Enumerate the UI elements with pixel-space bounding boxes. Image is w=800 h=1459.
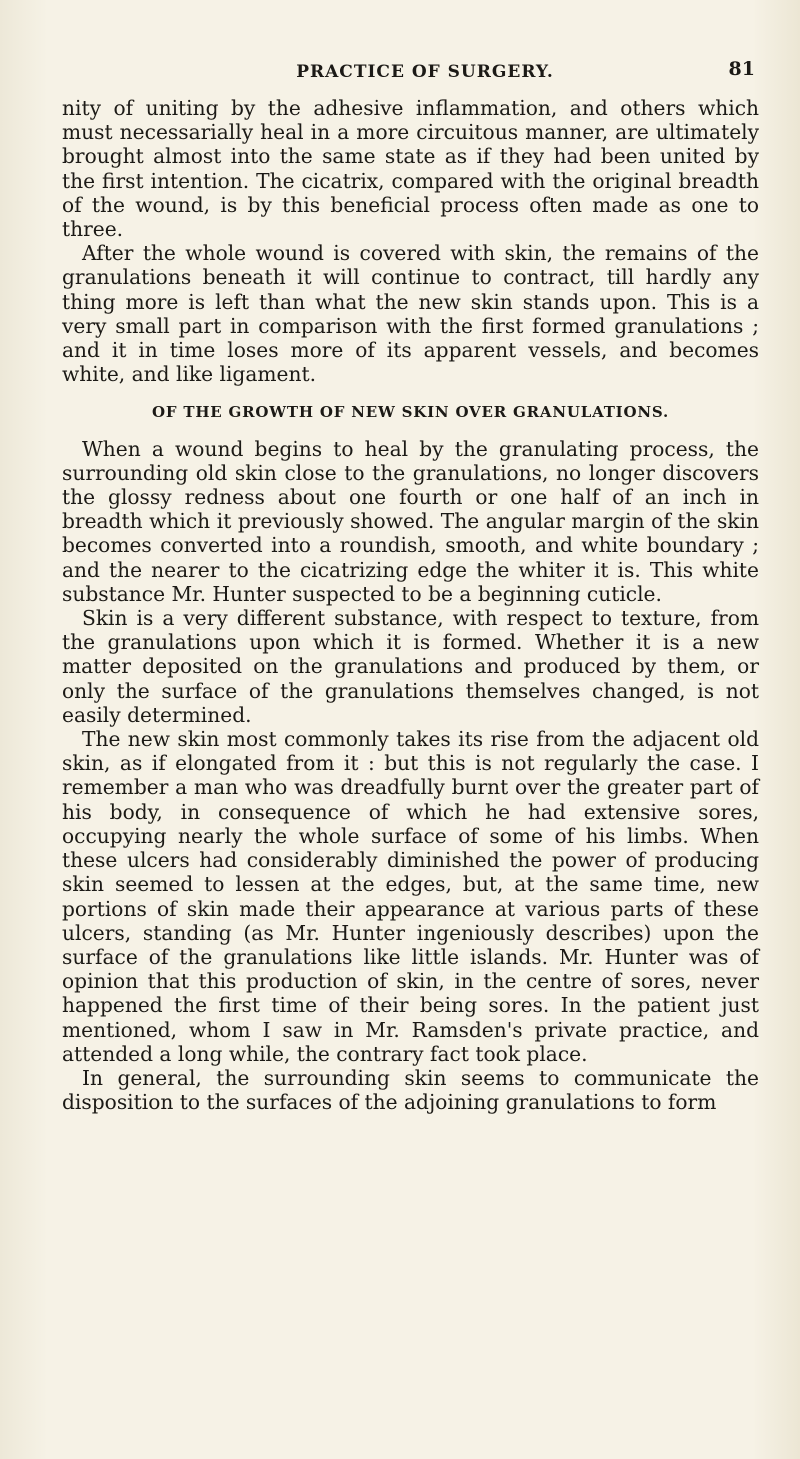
page-number: 81	[728, 58, 755, 80]
paragraph: In general, the surrounding skin seems to communicate the disposition to the surfaces of the adjoining granulations to form	[62, 1065, 759, 1115]
paragraph: When a wound begins to heal by the granulating process, the surrounding old skin close to the granulations, no longer discovers the glossy redness about one fourth or one half of an inch in breadth which it previously showed. The angular margin of the skin becomes converted into a roundish, smooth, and white boundary ; and the nearer to the cicatrizing edge the whiter it is. This white substance Mr. Hunter suspected to be a beginning cuticle.	[62, 436, 759, 606]
running-head	[95, 58, 755, 86]
running-title: PRACTICE OF SURGERY.	[296, 62, 554, 82]
paragraph: The new skin most commonly takes its rise from the adjacent old skin, as if elongated from it : but this is not regularly the case. I remember a man who was dreadfully burnt over the greater part of his body, in consequence of which he had extensive sores, occupying nearly the whole surface of some of his limbs. When these ulcers had considerably diminished the power of producing skin seemed to lessen at the edges, but, at the same time, new portions of skin made their appearance at various parts of these ulcers, standing (as Mr. Hunter ingeniously describes) upon the surface of the granulations like little islands. Mr. Hunter was of opinion that this production of skin, in the centre of sores, never happened the first time of their being sores. In the patient just mentioned, whom I saw in Mr. Ramsden's private practice, and attended a long while, the contrary fact took place.	[62, 727, 759, 1066]
paragraph: Skin is a very different substance, with respect to texture, from the granulations upon which it is formed. Whether it is a new matter deposited on the granulations and produced by them, or only the surface of the granulations themselves changed, is not easily determined.	[62, 606, 759, 727]
paragraph: After the whole wound is covered with skin, the remains of the granulations beneath it will continue to contract, till hardly any thing more is left than what the new skin stands upon. This is a very small part in comparison with the first formed granulations ; and it in time loses more of its apparent vessels, and becomes white, and like ligament.	[62, 241, 759, 387]
body-text	[62, 96, 759, 1114]
paragraph-continued: nity of uniting by the adhesive inflammation, and others which must necessarially heal in a more circuitous manner, are ultimately brought almost into the same state as if they had been united by the first intention. The cicatrix, compared with the original breadth of the wound, is by this beneficial process often made as one to three.	[62, 96, 759, 242]
section-heading: OF THE GROWTH OF NEW SKIN OVER GRANULATIONS.	[152, 403, 669, 422]
